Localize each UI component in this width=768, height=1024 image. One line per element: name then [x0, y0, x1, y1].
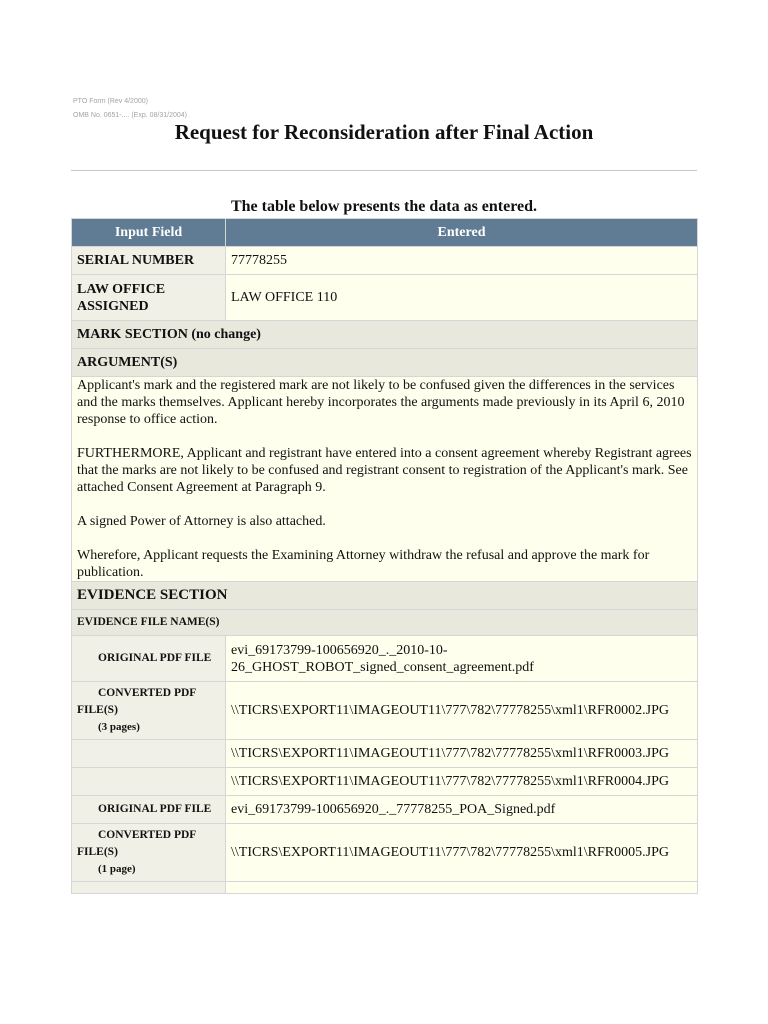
divider [71, 170, 697, 171]
form-meta [73, 95, 187, 123]
arguments-heading: ARGUMENT(S) [72, 349, 698, 377]
table-row [72, 636, 698, 682]
table-row [72, 275, 698, 321]
law-office-label: LAW OFFICE ASSIGNED [72, 275, 226, 321]
table-row [72, 582, 698, 610]
header-entered: Entered [226, 219, 698, 247]
page-title: Request for Reconsideration after Final Action [174, 120, 594, 144]
evidence-file-names-heading: EVIDENCE FILE NAME(S) [72, 610, 698, 636]
serial-number-label: SERIAL NUMBER [72, 247, 226, 275]
table-row [72, 768, 698, 796]
form-revision: PTO Form (Rev 4/2000) [73, 98, 148, 105]
table-header-row [72, 219, 698, 247]
table-row [72, 682, 698, 740]
table-row [72, 882, 698, 894]
original-pdf-file: evi_69173799-100656920_._77778255_POA_Signed.pdf [226, 796, 698, 824]
table-caption: The table below presents the data as entered. [230, 198, 538, 215]
table-row [72, 349, 698, 377]
converted-pdf-file: \\TICRS\EXPORT11\IMAGEOUT11\777\782\77778255\xml1\RFR0005.JPG [226, 824, 698, 882]
converted-pdf-label: CONVERTED PDF FILE(S) (3 pages) [72, 682, 226, 740]
law-office-value: LAW OFFICE 110 [226, 275, 698, 321]
empty-label-cell [72, 740, 226, 768]
mark-section-heading: MARK SECTION (no change) [72, 321, 698, 349]
serial-number-value: 77778255 [226, 247, 698, 275]
table-row [72, 824, 698, 882]
converted-pdf-file: \\TICRS\EXPORT11\IMAGEOUT11\777\782\77778255\xml1\RFR0002.JPG [226, 682, 698, 740]
header-input-field: Input Field [72, 219, 226, 247]
converted-pdf-file: \\TICRS\EXPORT11\IMAGEOUT11\777\782\77778255\xml1\RFR0003.JPG [226, 740, 698, 768]
empty-label-cell [72, 768, 226, 796]
argument-paragraph: A signed Power of Attorney is also attached. [77, 514, 326, 529]
table-row [72, 377, 698, 582]
table-row [72, 740, 698, 768]
omb-number: OMB No. 0651-.... (Exp. 08/31/2004) [73, 112, 188, 119]
empty-label-cell [72, 882, 226, 894]
table-row [72, 247, 698, 275]
converted-pdf-label: CONVERTED PDF FILE(S) (1 page) [72, 824, 226, 882]
argument-paragraph: FURTHERMORE, Applicant and registrant have entered into a consent agreement whereby Registrant agrees that the marks are not likely to be confused and registrant consent to registration of the Applicant's mark. See attached Consent Agreement at Paragraph 9. [77, 446, 692, 495]
arguments-text [72, 377, 698, 582]
original-pdf-label: ORIGINAL PDF FILE [72, 796, 226, 824]
page-count: (3 pages) [98, 721, 140, 733]
original-pdf-file: evi_69173799-100656920_._2010-10-26_GHOST_ROBOT_signed_consent_agreement.pdf [226, 636, 698, 682]
table-row [72, 610, 698, 636]
original-pdf-label: ORIGINAL PDF FILE [72, 636, 226, 682]
evidence-section-heading: EVIDENCE SECTION [72, 582, 698, 610]
data-table [71, 218, 698, 894]
page-count: (1 page) [98, 863, 136, 875]
empty-value-cell [226, 882, 698, 894]
table-row [72, 321, 698, 349]
argument-paragraph: Applicant's mark and the registered mark are not likely to be confused given the differences in the services and the marks themselves. Applicant hereby incorporates the arguments made previously in its April 6, 2010 response to office action. [77, 378, 685, 427]
converted-pdf-file: \\TICRS\EXPORT11\IMAGEOUT11\777\782\77778255\xml1\RFR0004.JPG [226, 768, 698, 796]
table-row [72, 796, 698, 824]
argument-paragraph: Wherefore, Applicant requests the Examining Attorney withdraw the refusal and approve the mark for publication. [77, 548, 650, 580]
